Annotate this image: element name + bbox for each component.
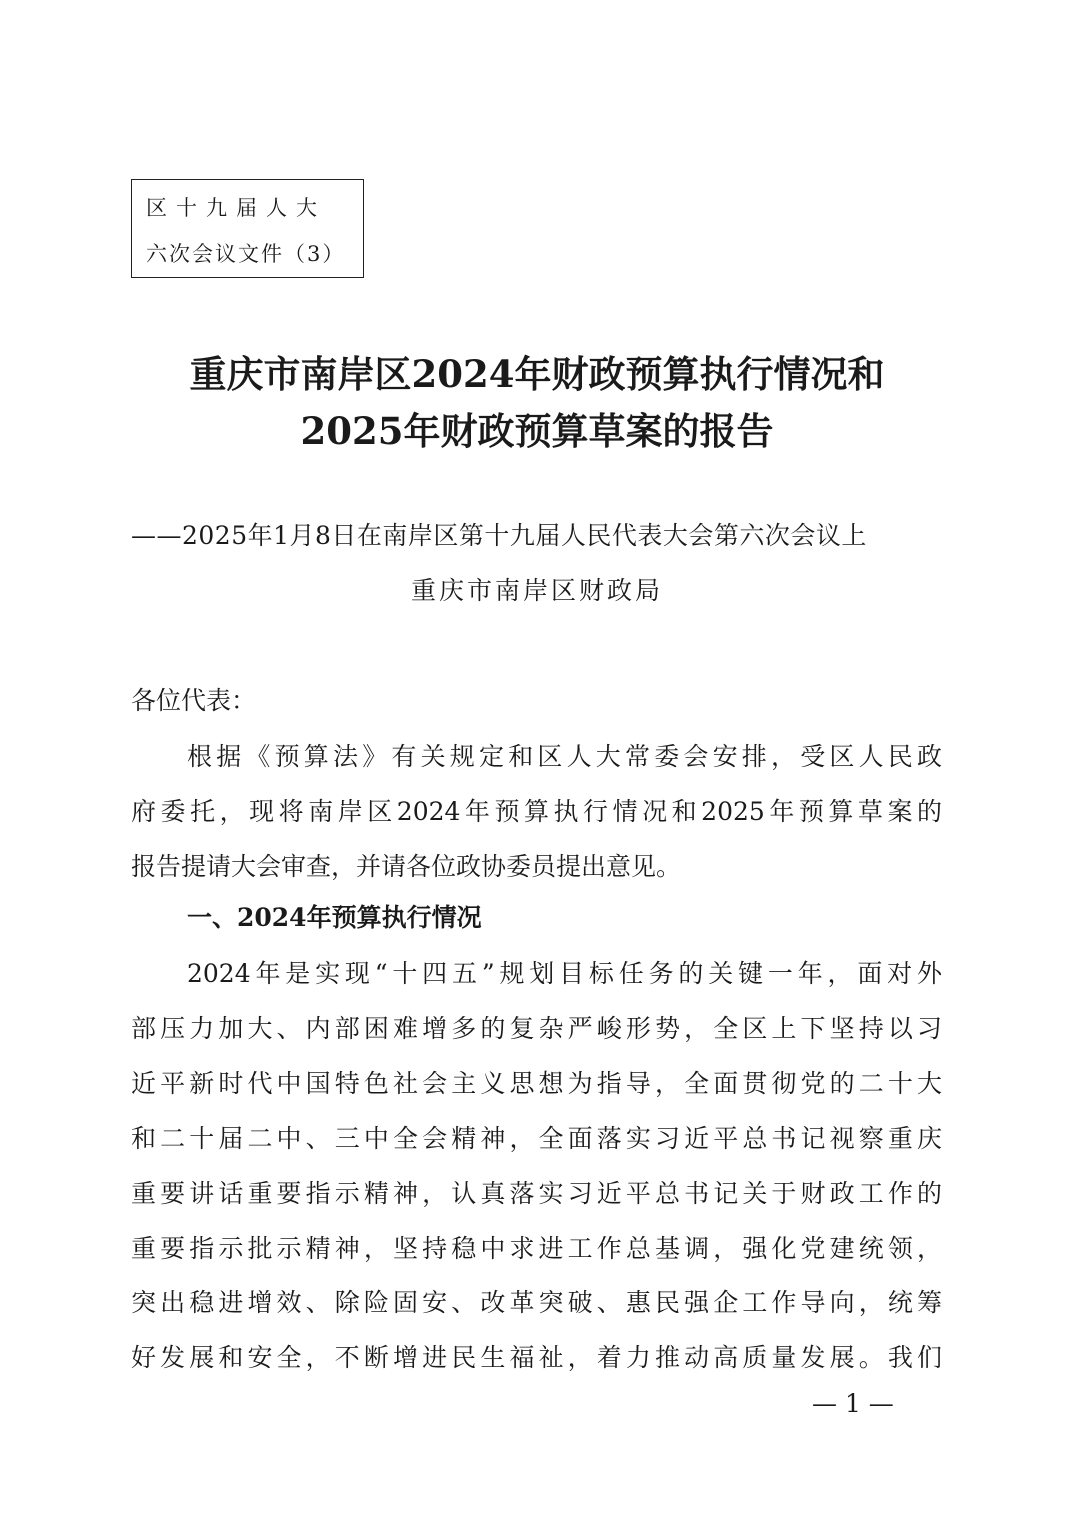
report-title-line-2: 2025年财政预算草案的报告 [300,409,774,453]
paragraph-2-line-6: 重要指示批示精神，坚持稳中求进工作总基调，强化党建统领， [131,1234,942,1263]
paragraph-2-line-5: 重要讲话重要指示精神，认真落实习近平总书记关于财政工作的 [131,1179,942,1208]
document-number-box [131,179,364,278]
document-number-label: 六次会议文件（3） [146,242,346,266]
session-label: 区十九届人大 [146,196,326,220]
paragraph-1-line-2: 府委托，现将南岸区2024年预算执行情况和2025年预算草案的 [131,797,942,826]
paragraph-2-line-1: 2024年是实现“十四五”规划目标任务的关键一年，面对外 [187,959,942,988]
paragraph-2-line-7: 突出稳进增效、除险固安、改革突破、惠民强企工作导向，统筹 [131,1288,942,1317]
paragraph-2-line-4: 和二十届二中、三中全会精神，全面落实习近平总书记视察重庆 [131,1124,942,1153]
paragraph-2-line-3: 近平新时代中国特色社会主义思想为指导，全面贯彻党的二十大 [131,1069,942,1098]
report-title-line-1: 重庆市南岸区2024年财政预算执行情况和 [189,352,885,396]
salutation: 各位代表： [131,686,257,715]
report-author: 重庆市南岸区财政局 [410,576,663,605]
paragraph-2-line-8: 好发展和安全，不断增进民生福祉，着力推动高质量发展。我们 [131,1343,942,1372]
page-number: — 1 — [812,1389,894,1418]
section-1-heading: 一、2024年预算执行情况 [187,903,482,932]
paragraph-2-line-2: 部压力加大、内部困难增多的复杂严峻形势，全区上下坚持以习 [131,1014,942,1043]
report-subtitle: ——2025年1月8日在南岸区第十九届人民代表大会第六次会议上 [131,521,867,550]
paragraph-1-line-1: 根据《预算法》有关规定和区人大常委会安排，受区人民政 [187,742,942,771]
paragraph-1-line-3: 报告提请大会审查，并请各位政协委员提出意见。 [131,852,682,881]
